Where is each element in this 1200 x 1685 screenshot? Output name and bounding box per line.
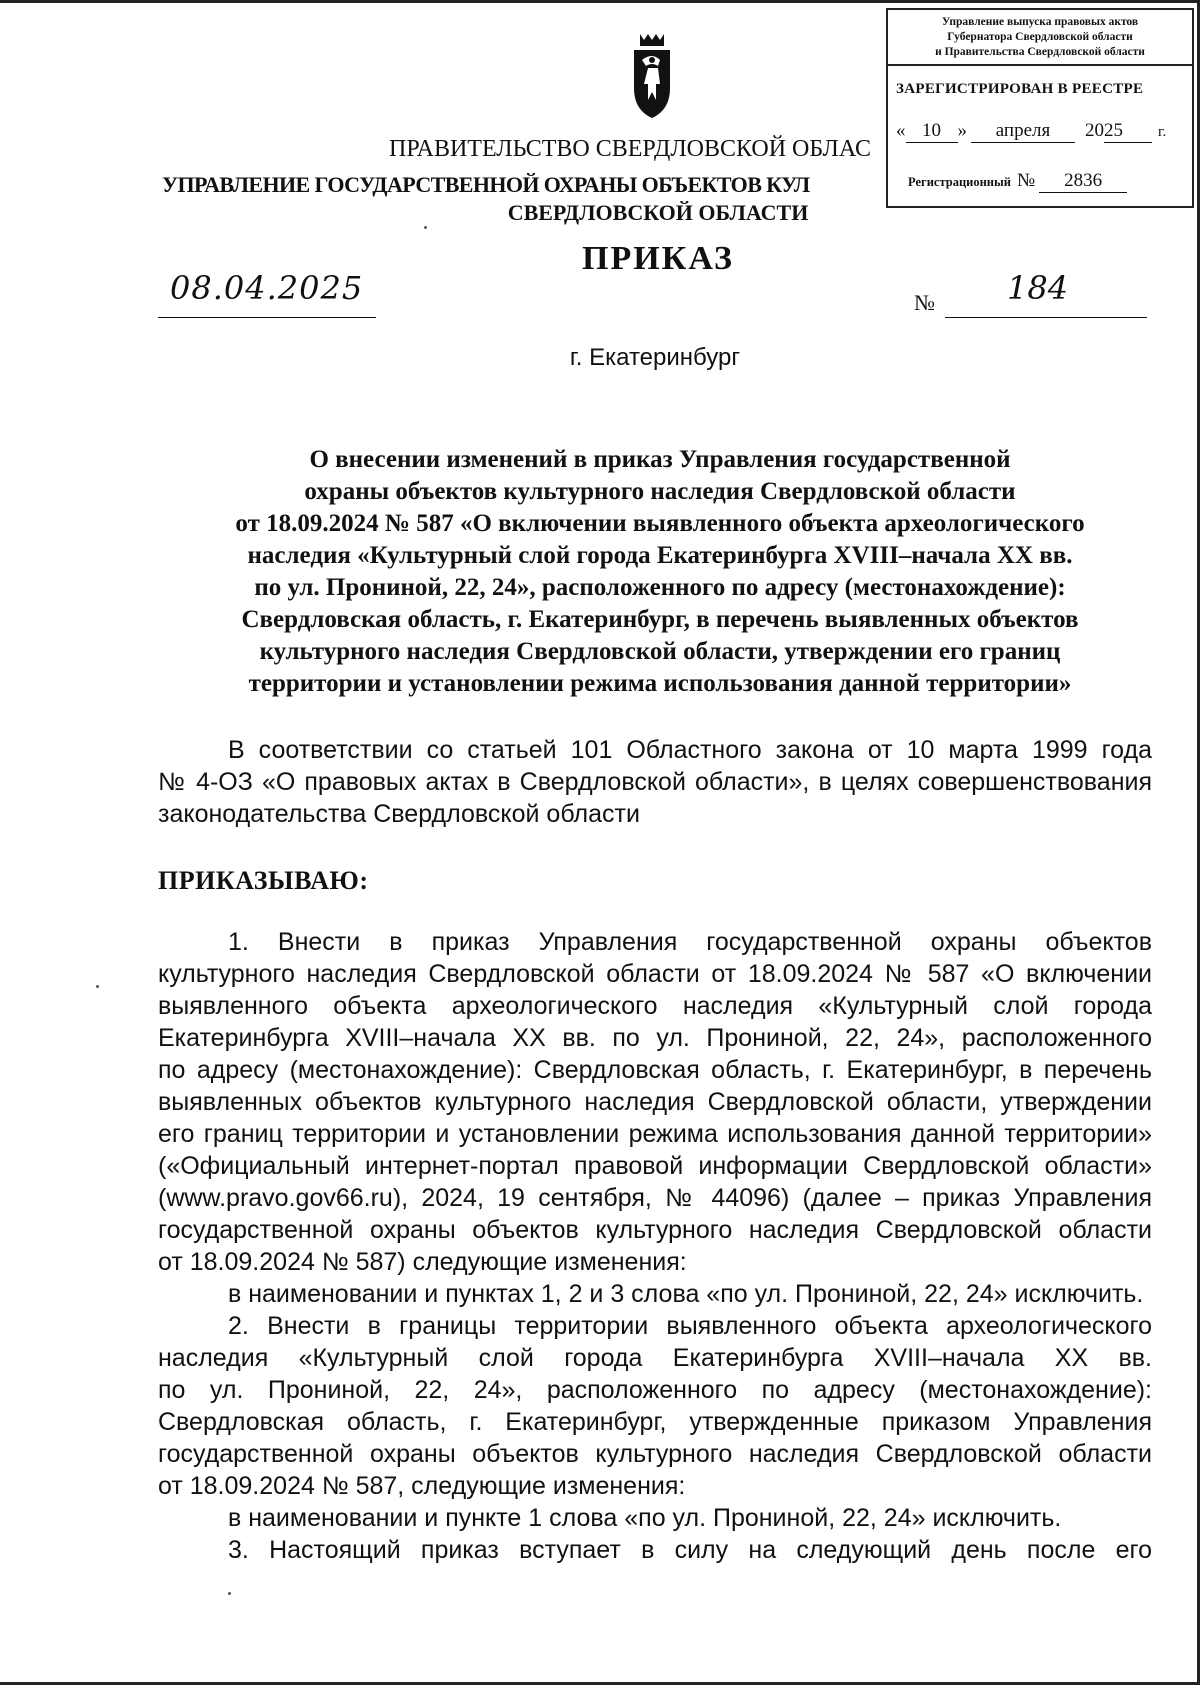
city: г. Екатеринбург: [569, 344, 741, 371]
stamp-number-sign: №: [1016, 170, 1036, 191]
body-line: культурного наследия Свердловской области от 18.09.2024 № 587 «О включении: [158, 960, 1152, 988]
body-line: в наименовании и пункте 1 слова «по ул. Прониной, 22, 24» исключить.: [228, 1504, 1062, 1532]
stamp-reg-number-label: Регистрационный: [908, 175, 1011, 189]
body-line: по ул. Прониной, 22, 24», расположенного по адресу (местонахождение):: [158, 1376, 1152, 1404]
body-line: 1. Внести в приказ Управления государственной охраны объектов: [228, 928, 1152, 956]
stamp-header-line: и Правительства Свердловской области: [935, 46, 1145, 58]
subject-line: культурного наследия Свердловской области, утверждении его границ: [259, 638, 1061, 665]
subject-line: территории и установлении режима использования данной территории»: [248, 670, 1072, 697]
body-line: («Официальный интернет-портал правовой информации Свердловской области»: [158, 1152, 1152, 1180]
stamp-year-suffix: 25: [1104, 120, 1152, 143]
body-line: государственной охраны объектов культурного наследия Свердловской области: [158, 1440, 1152, 1468]
government-name: ПРАВИТЕЛЬСТВО СВЕРДЛОВСКОЙ ОБЛАС: [389, 136, 871, 162]
stamp-reg-number: [908, 170, 1127, 193]
preamble: [158, 734, 1152, 830]
stamp-year-prefix: 20: [1085, 120, 1104, 141]
registration-stamp: [886, 8, 1194, 208]
scan-speck: [96, 985, 99, 988]
order-number-sign: №: [914, 290, 935, 315]
preamble-line: В соответствии со статьей 101 Областного закона от 10 марта 1999 года: [228, 736, 1152, 764]
body-line: наследия «Культурный слой города Екатеринбурга XVIII–начала XX вв.: [158, 1344, 1152, 1372]
preamble-line: № 4-ОЗ «О правовых актах в Свердловской области», в целях совершенствования: [158, 768, 1152, 796]
scan-speck: [228, 1592, 231, 1595]
body-line: выявленных объектов культурного наследия Свердловской области, утверждении: [158, 1088, 1152, 1116]
preamble-line: законодательства Свердловской области: [158, 800, 640, 828]
subject-line: О внесении изменений в приказ Управления государственной: [309, 446, 1011, 473]
order-date: 08.04.2025: [158, 258, 376, 318]
stamp-header-line: Управление выпуска правовых актов: [941, 16, 1139, 28]
coat-of-arms-icon: [628, 30, 676, 122]
scan-edge-top: [0, 0, 1200, 3]
stamp-reg-number-value: 2836: [1039, 170, 1127, 193]
body-line: государственной охраны объектов культурного наследия Свердловской области: [158, 1216, 1152, 1244]
body-line: Свердловская область, г. Екатеринбург, утвержденные приказом Управления: [158, 1408, 1152, 1436]
subject-line: от 18.09.2024 № 587 «О включении выявленного объекта археологического: [235, 510, 1085, 537]
body-line: его границ территории и установлении режима использования данной территории»: [158, 1120, 1152, 1148]
body-line: 3. Настоящий приказ вступает в силу на следующий день после его: [228, 1536, 1152, 1564]
body-line: 2. Внести в границы территории выявленного объекта археологического: [228, 1312, 1152, 1340]
stamp-registered-label: ЗАРЕГИСТРИРОВАН В РЕЕСТРЕ: [896, 81, 1144, 97]
stamp-year-abbr: г.: [1158, 124, 1167, 140]
body-line: выявленного объекта археологического наследия «Культурный слой города: [158, 992, 1152, 1020]
document-type: ПРИКАЗ: [582, 240, 734, 277]
stamp-month: апреля: [971, 120, 1075, 143]
body-line: Екатеринбурга XVIII–начала XX вв. по ул. Прониной, 22, 24», расположенного: [158, 1024, 1152, 1052]
stamp-open-quote: «: [896, 120, 906, 141]
body-line: (www.pravo.gov66.ru), 2024, 19 сентября, № 44096) (далее – приказ Управления: [158, 1184, 1152, 1212]
order-items: [158, 926, 1152, 1566]
stamp-header-line: Губернатора Свердловской области: [947, 31, 1133, 43]
body-line: от 18.09.2024 № 587, следующие изменения:: [158, 1472, 686, 1500]
scan-speck: [424, 226, 427, 229]
stamp-day: 10: [906, 120, 958, 143]
subject-line: Свердловская область, г. Екатеринбург, в перечень выявленных объектов: [241, 606, 1079, 633]
subject-line: наследия «Культурный слой города Екатеринбурга XVIII–начала XX вв.: [247, 542, 1073, 569]
order-number: 184: [945, 258, 1147, 318]
stamp-close-quote: »: [957, 120, 967, 141]
order-word: ПРИКАЗЫВАЮ:: [158, 866, 369, 895]
department-name-line1: УПРАВЛЕНИЕ ГОСУДАРСТВЕННОЙ ОХРАНЫ ОБЪЕКТОВ КУЛ: [162, 172, 810, 197]
order-subject: [160, 444, 1160, 700]
subject-line: по ул. Прониной, 22, 24», расположенного по адресу (местонахождение):: [254, 574, 1066, 601]
body-line: в наименовании и пунктах 1, 2 и 3 слова «по ул. Прониной, 22, 24» исключить.: [228, 1280, 1144, 1308]
department-name-line2: СВЕРДЛОВСКОЙ ОБЛАСТИ: [507, 200, 809, 225]
body-line: от 18.09.2024 № 587) следующие изменения:: [158, 1248, 687, 1276]
stamp-header: [888, 10, 1192, 66]
body-line: по адресу (местонахождение): Свердловская область, г. Екатеринбург, в перечень: [158, 1056, 1152, 1084]
subject-line: охраны объектов культурного наследия Свердловской области: [304, 478, 1016, 505]
